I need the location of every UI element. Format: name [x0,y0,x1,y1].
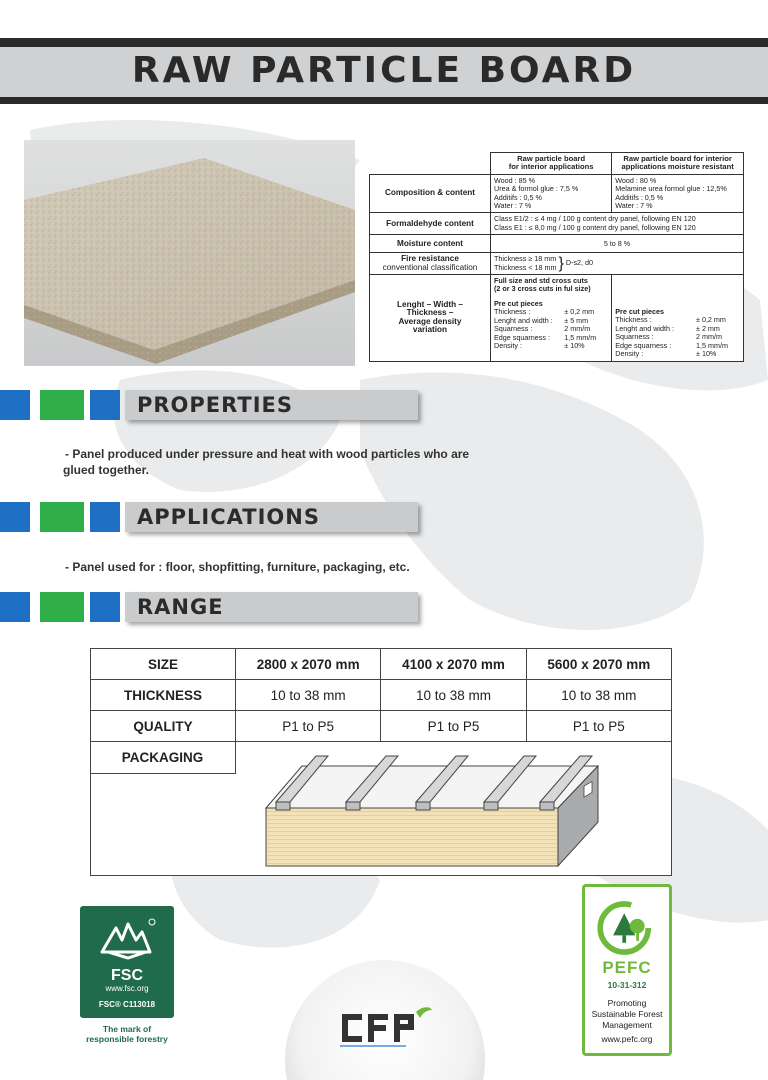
spec-row-formaldehyde [370,213,744,235]
range-cell: 2800 x 2070 mm [236,649,381,680]
cfp-logo-icon [336,1002,436,1052]
spec-cell: Pre cut pieces Thickness : ± 0,2 mm Lenght and width : ± 2 mm Squarness : 2 mm/m Edge squarness : 1,5 mm/m Density : ± 10% [612,275,744,361]
blue-square [0,502,30,532]
spec-col1-header: Raw particle board for interior applications [491,153,612,175]
applications-text: - Panel used for : floor, shopfitting, furniture, packaging, etc. [65,560,410,574]
spec-row-moisture [370,235,744,253]
page-title: RAW PARTICLE BOARD [131,50,637,91]
range-table [90,648,672,742]
packaging-label: PACKAGING [90,742,236,774]
blue-square [90,592,120,622]
range-label: SIZE [91,649,236,680]
particle-board-photo [24,140,355,366]
range-label: THICKNESS [91,680,236,711]
spec-cell: Wood : 85 % Urea & formol glue : 7,5 % Additifs : 0,5 % Water : 7 % [491,174,612,213]
panel-stack-illustration [262,752,602,870]
green-square [40,592,84,622]
spec-label: Composition & content [370,174,491,213]
section-title-properties: PROPERTIES [137,393,293,417]
fsc-url: www.fsc.org [105,984,149,993]
spec-cell: Thickness ≥ 18 mm Thickness < 18 mm } D-s2, d0 [491,253,744,275]
spec-col2-header: Raw particle board for interior applications moisture resistant [612,153,744,175]
fsc-tagline: The mark of responsible forestry [86,1024,168,1044]
range-cell: P1 to P5 [381,711,526,742]
brace-icon: } [558,254,564,272]
properties-text: - Panel produced under pressure and heat with wood particles who are glued together. [63,447,470,477]
range-row-quality [91,711,672,742]
section-title-applications: APPLICATIONS [137,505,320,529]
range-cell: P1 to P5 [526,711,671,742]
blue-square [0,390,30,420]
pefc-text: Promoting Sustainable Forest Management [591,998,663,1030]
spec-cell: 5 to 8 % [491,235,744,253]
range-row-thickness [91,680,672,711]
spec-cell: Full size and std cross cuts (2 or 3 cross cuts in ful size) Pre cut pieces Thickness : ± 0,2 mm Lenght and width : ± 5 mm Squarness : 2 mm/m Edge squarness : 1,5 mm/m Density : ± 10% [491,275,612,361]
blue-square [90,502,120,532]
spec-row-composition [370,174,744,213]
spec-label: Moisture content [370,235,491,253]
range-cell: 10 to 38 mm [526,680,671,711]
blue-square [0,592,30,622]
spec-label: Fire resistance conventional classification [370,253,491,275]
spec-label: Lenght – Width – Thickness – Average density variation [370,275,491,361]
spec-cell: Class E1/2 : ≤ 4 mg / 100 g content dry panel, following EN 120 Class E1 : ≤ 8,0 mg / 100 g content dry panel, following EN 120 [491,213,744,235]
green-square [40,390,84,420]
range-cell: 4100 x 2070 mm [381,649,526,680]
pefc-name: PEFC [602,958,652,977]
range-row-size [91,649,672,680]
spec-label: Formaldehyde content [370,213,491,235]
range-cell: P1 to P5 [236,711,381,742]
section-title-range: RANGE [137,595,224,619]
range-label: QUALITY [91,711,236,742]
spec-cell: Wood : 80 % Melamine urea formol glue : 12,5% Additifs : 0,5 % Water : 7 % [612,174,744,213]
range-cell: 5600 x 2070 mm [526,649,671,680]
fsc-code: FSC® C113018 [98,1000,156,1009]
pefc-code: 10-31-312 [607,980,647,990]
range-cell: 10 to 38 mm [236,680,381,711]
green-square [40,502,84,532]
pefc-url: www.pefc.org [601,1034,653,1044]
spec-table [369,152,744,362]
blue-square [90,390,120,420]
range-cell: 10 to 38 mm [381,680,526,711]
spec-row-variation [370,275,744,361]
fsc-name: FSC [111,967,143,984]
pefc-trees-icon [585,891,669,965]
spec-row-fire [370,253,744,275]
